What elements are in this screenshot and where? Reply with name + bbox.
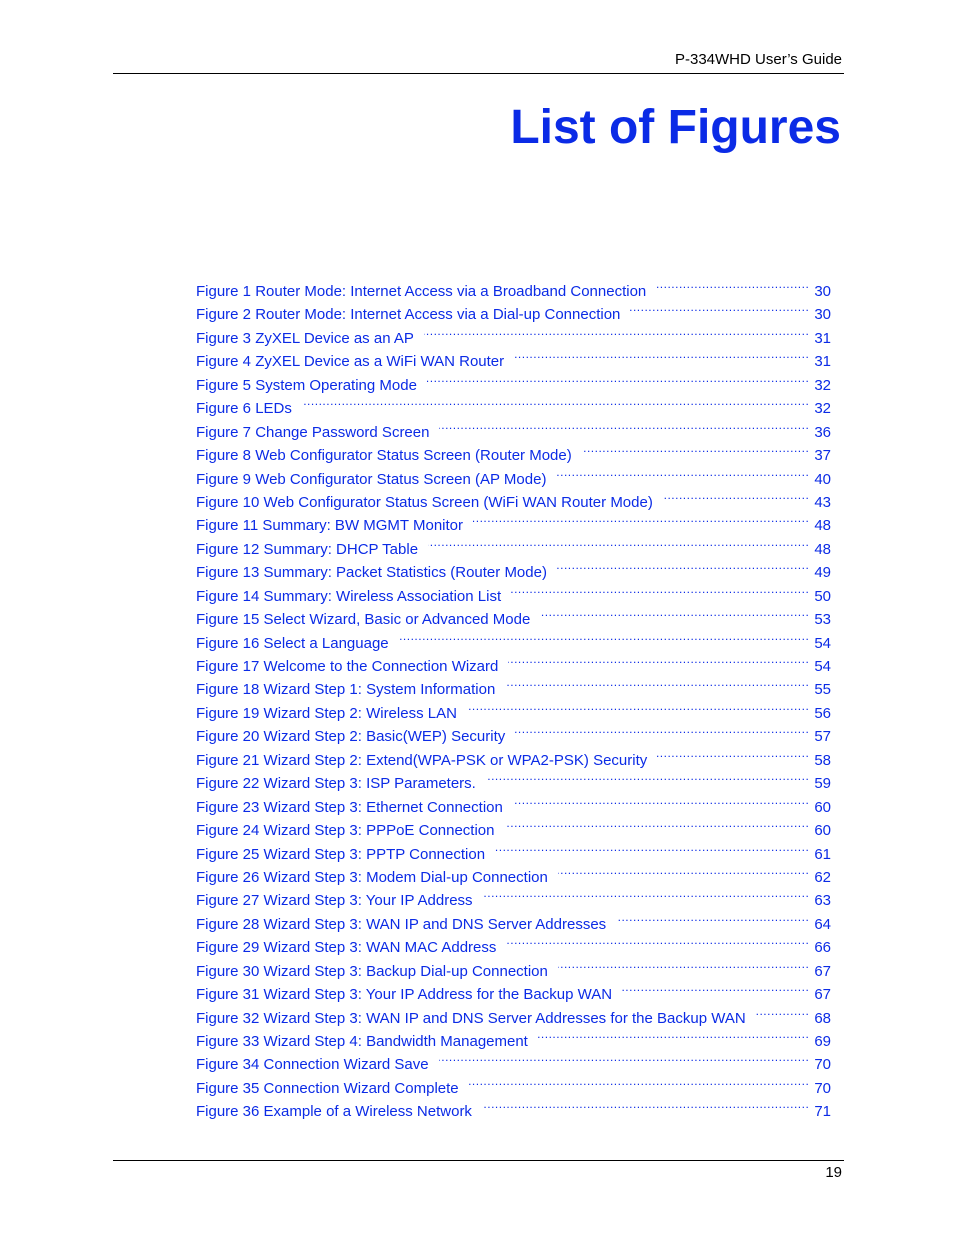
figure-entry-page[interactable]: 53 [814, 611, 831, 629]
figure-entry-title[interactable]: Figure 7 Change Password Screen [196, 423, 430, 441]
figure-entry-page[interactable]: 31 [814, 353, 831, 371]
dot-leader [428, 531, 809, 554]
figure-entry-title[interactable]: Figure 6 LEDs [196, 400, 292, 418]
dot-leader [558, 859, 809, 882]
figure-entry-title[interactable]: Figure 8 Web Configurator Status Screen (Router Mode) [196, 447, 572, 465]
list-of-figures [196, 273, 831, 1121]
figure-entry-title[interactable]: Figure 35 Connection Wizard Complete [196, 1079, 459, 1097]
figure-entry-page[interactable]: 49 [814, 564, 831, 582]
dot-leader [506, 929, 809, 952]
figure-entry-title[interactable]: Figure 34 Connection Wizard Save [196, 1056, 429, 1074]
dot-leader [486, 765, 809, 788]
figure-entry-page[interactable]: 63 [814, 892, 831, 910]
dot-leader [582, 437, 810, 460]
figure-entry-title[interactable]: Figure 33 Wizard Step 4: Bandwidth Management [196, 1033, 528, 1050]
dot-leader [558, 953, 809, 976]
figure-entry-title[interactable]: Figure 26 Wizard Step 3: Modem Dial-up Connection [196, 868, 548, 886]
figure-entry-title[interactable]: Figure 18 Wizard Step 1: System Information [196, 681, 496, 699]
figure-entry-title[interactable]: Figure 4 ZyXEL Device as a WiFi WAN Router [196, 353, 505, 371]
figure-entry-title[interactable]: Figure 12 Summary: DHCP Table [196, 540, 419, 558]
figure-entry-page[interactable]: 48 [814, 517, 831, 535]
dot-leader [511, 578, 809, 601]
dot-leader [513, 789, 809, 812]
figure-entry-title[interactable]: Figure 25 Wizard Step 3: PPTP Connection [196, 845, 486, 863]
figure-entry-title[interactable]: Figure 3 ZyXEL Device as an AP [196, 329, 414, 347]
dot-leader [514, 343, 809, 366]
dot-leader [508, 648, 809, 671]
dot-leader [505, 671, 809, 694]
figure-entry-page[interactable]: 68 [814, 1009, 831, 1027]
dot-leader [622, 976, 809, 999]
page-number: 19 [825, 1164, 842, 1181]
figure-entry-title[interactable]: Figure 30 Wizard Step 3: Backup Dial-up Connection [196, 962, 548, 980]
dot-leader [616, 906, 809, 929]
figure-entry[interactable] [196, 273, 831, 300]
figure-entry-title[interactable]: Figure 17 Welcome to the Connection Wizard [196, 658, 499, 675]
figure-entry-page[interactable]: 54 [814, 634, 831, 652]
running-header: P-334WHD User’s Guide [675, 51, 842, 68]
dot-leader [557, 554, 809, 577]
figure-entry-title[interactable]: Figure 31 Wizard Step 3: Your IP Address for the Backup WAN [196, 986, 613, 1004]
dot-leader [439, 414, 809, 437]
figure-entry-title[interactable]: Figure 11 Summary: BW MGMT Monitor [196, 517, 463, 535]
dot-leader [663, 484, 809, 507]
dot-leader [556, 461, 809, 484]
figure-entry-title[interactable]: Figure 2 Router Mode: Internet Access via a Dial-up Connection [196, 306, 621, 324]
dot-leader [515, 718, 809, 741]
figure-entry-page[interactable]: 67 [814, 962, 831, 980]
page-title: List of Figures [510, 101, 841, 154]
figure-entry-title[interactable]: Figure 29 Wizard Step 3: WAN MAC Address [196, 939, 497, 957]
figure-entry-page[interactable]: 55 [814, 681, 831, 699]
figure-entry-page[interactable]: 59 [814, 775, 831, 793]
dot-leader [424, 320, 809, 343]
dot-leader [756, 1000, 810, 1023]
dot-leader [467, 695, 809, 718]
dot-leader [302, 390, 809, 413]
dot-leader [483, 882, 810, 905]
dot-leader [439, 1046, 810, 1069]
figure-entry-page[interactable]: 61 [814, 845, 831, 863]
dot-leader [538, 1023, 809, 1046]
figure-entry-page[interactable]: 60 [814, 822, 831, 840]
figure-entry-page[interactable]: 37 [814, 447, 831, 465]
dot-leader [540, 601, 809, 624]
dot-leader [505, 812, 810, 835]
dot-leader [482, 1093, 809, 1116]
figure-entry-title[interactable]: Figure 1 Router Mode: Internet Access via a Broadband Connection [196, 283, 647, 300]
figure-entry-page[interactable]: 67 [814, 986, 831, 1004]
figure-entry-page[interactable]: 40 [814, 470, 831, 488]
figure-entry-page[interactable]: 31 [814, 329, 831, 347]
figure-entry-page[interactable]: 43 [814, 493, 831, 511]
figure-entry-page[interactable]: 71 [814, 1103, 831, 1121]
dot-leader [630, 296, 809, 319]
figure-entry-title[interactable]: Figure 32 Wizard Step 3: WAN IP and DNS Server Addresses for the Backup WAN [196, 1009, 746, 1027]
figure-entry-page[interactable]: 30 [814, 306, 831, 324]
figure-entry-title[interactable]: Figure 9 Web Configurator Status Screen (AP Mode) [196, 470, 547, 488]
figure-entry-title[interactable]: Figure 5 System Operating Mode [196, 376, 417, 394]
figure-entry-page[interactable]: 60 [814, 798, 831, 816]
figure-entry-page[interactable]: 57 [814, 728, 831, 746]
figure-entry-title[interactable]: Figure 21 Wizard Step 2: Extend(WPA-PSK or WPA2-PSK) Security [196, 751, 648, 769]
figure-entry-title[interactable]: Figure 22 Wizard Step 3: ISP Parameters. [196, 775, 476, 793]
dot-leader [469, 1070, 810, 1093]
figure-entry-page[interactable]: 54 [814, 658, 831, 675]
figure-entry-title[interactable]: Figure 13 Summary: Packet Statistics (Router Mode) [196, 564, 547, 582]
figure-entry-title[interactable]: Figure 14 Summary: Wireless Association List [196, 587, 502, 605]
figure-entry-title[interactable]: Figure 24 Wizard Step 3: PPPoE Connection [196, 822, 495, 840]
dot-leader [427, 367, 809, 390]
figure-entry-title[interactable]: Figure 15 Select Wizard, Basic or Advanced Mode [196, 611, 531, 629]
figure-entry-page[interactable]: 70 [814, 1079, 831, 1097]
dot-leader [495, 836, 809, 859]
figure-entry-page[interactable]: 69 [814, 1033, 831, 1050]
figure-entry-page[interactable]: 48 [814, 540, 831, 558]
dot-leader [473, 507, 809, 530]
figure-entry-title[interactable]: Figure 16 Select a Language [196, 634, 389, 652]
dot-leader [657, 742, 809, 765]
figure-entry-title[interactable]: Figure 27 Wizard Step 3: Your IP Address [196, 892, 473, 910]
figure-entry-page[interactable]: 70 [814, 1056, 831, 1074]
figure-entry-title[interactable]: Figure 10 Web Configurator Status Screen (WiFi WAN Router Mode) [196, 493, 653, 511]
figure-entry-page[interactable]: 56 [814, 704, 831, 722]
footer-rule [113, 1160, 844, 1161]
header-rule [113, 73, 844, 74]
figure-entry-title[interactable]: Figure 20 Wizard Step 2: Basic(WEP) Security [196, 728, 506, 746]
figure-entry-page[interactable]: 32 [814, 376, 831, 394]
figure-entry-title[interactable]: Figure 19 Wizard Step 2: Wireless LAN [196, 704, 457, 722]
figure-entry-title[interactable]: Figure 23 Wizard Step 3: Ethernet Connection [196, 798, 503, 816]
dot-leader [656, 273, 809, 296]
figure-entry-page[interactable]: 50 [814, 587, 831, 605]
figure-entry-page[interactable]: 66 [814, 939, 831, 957]
figure-entry-page[interactable]: 62 [814, 868, 831, 886]
figure-entry-title[interactable]: Figure 28 Wizard Step 3: WAN IP and DNS Server Addresses [196, 915, 607, 933]
figure-entry-page[interactable]: 30 [814, 283, 831, 300]
figure-entry-page[interactable]: 58 [814, 751, 831, 769]
figure-entry-page[interactable]: 32 [814, 400, 831, 418]
figure-entry-page[interactable]: 64 [814, 915, 831, 933]
figure-entry-page[interactable]: 36 [814, 423, 831, 441]
dot-leader [399, 625, 810, 648]
figure-entry-title[interactable]: Figure 36 Example of a Wireless Network [196, 1103, 472, 1121]
